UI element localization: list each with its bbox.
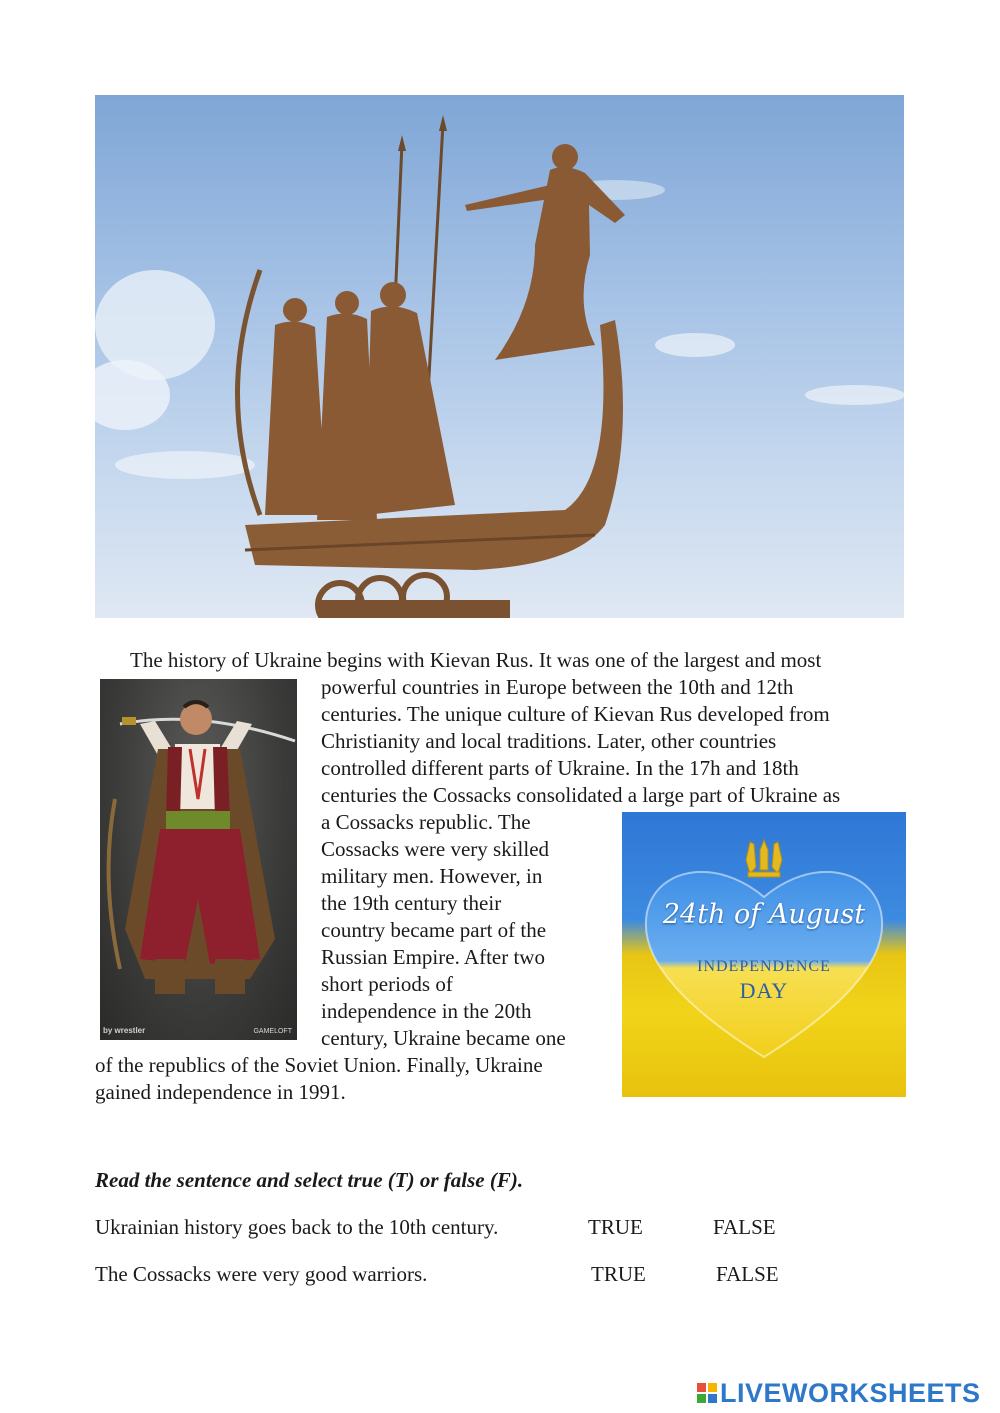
- article-line: The history of Ukraine begins with Kievan Rus. It was one of the largest and most: [130, 648, 822, 672]
- article-line: Russian Empire. After two: [321, 945, 545, 969]
- cossack-illustration: [100, 679, 297, 1040]
- article-line: independence in the 20th: [321, 999, 532, 1023]
- article-line: powerful countries in Europe between the 10th and 12th: [321, 675, 794, 699]
- question-2-false-option[interactable]: FALSE: [716, 1262, 779, 1286]
- article-line: the 19th century their: [321, 891, 502, 915]
- article-line: controlled different parts of Ukraine. In the 17h and 18th: [321, 756, 799, 780]
- logo-text: LIVEWORKSHEETS: [720, 1377, 981, 1408]
- image-brand: GAMELOFT: [253, 1028, 292, 1035]
- independence-date: 24th of August: [662, 899, 866, 930]
- logo-squares-icon: [697, 1383, 717, 1403]
- article-line: country became part of the: [321, 918, 547, 942]
- article-line: of the republics of the Soviet Union. Finally, Ukraine: [95, 1053, 543, 1077]
- question-1-false-option[interactable]: FALSE: [713, 1215, 776, 1239]
- question-1-true-option[interactable]: TRUE: [588, 1215, 643, 1239]
- image-credit: by wrestler: [103, 1026, 146, 1035]
- question-2-true-option[interactable]: TRUE: [591, 1262, 646, 1286]
- article-line: centuries the Cossacks consolidated a large part of Ukraine as: [321, 783, 841, 807]
- monument-illustration: [95, 95, 904, 618]
- question-1-text: Ukrainian history goes back to the 10th century.: [95, 1215, 499, 1239]
- article-line: a Cossacks republic. The: [321, 810, 531, 834]
- independence-line1: INDEPENDENCE: [697, 958, 831, 975]
- article-line: Christianity and local traditions. Later, other countries: [321, 729, 777, 753]
- article-line: century, Ukraine became one: [321, 1026, 566, 1050]
- heart-illustration: [622, 812, 906, 1097]
- article-line: gained independence in 1991.: [95, 1080, 346, 1104]
- exercise-instruction: Read the sentence and select true (T) or false (F).: [95, 1168, 524, 1192]
- kyiv-founders-monument-image: [95, 95, 904, 618]
- article-line: centuries. The unique culture of Kievan Rus developed from: [321, 702, 830, 726]
- independence-line2: DAY: [739, 978, 789, 1003]
- article-line: military men. However, in: [321, 864, 543, 888]
- cossack-warrior-image: [100, 679, 297, 1040]
- question-2-text: The Cossacks were very good warriors.: [95, 1262, 428, 1286]
- liveworksheets-logo[interactable]: [697, 1378, 981, 1408]
- article-line: short periods of: [321, 972, 453, 996]
- article-line: Cossacks were very skilled: [321, 837, 550, 861]
- ukraine-heart-image: [622, 812, 906, 1097]
